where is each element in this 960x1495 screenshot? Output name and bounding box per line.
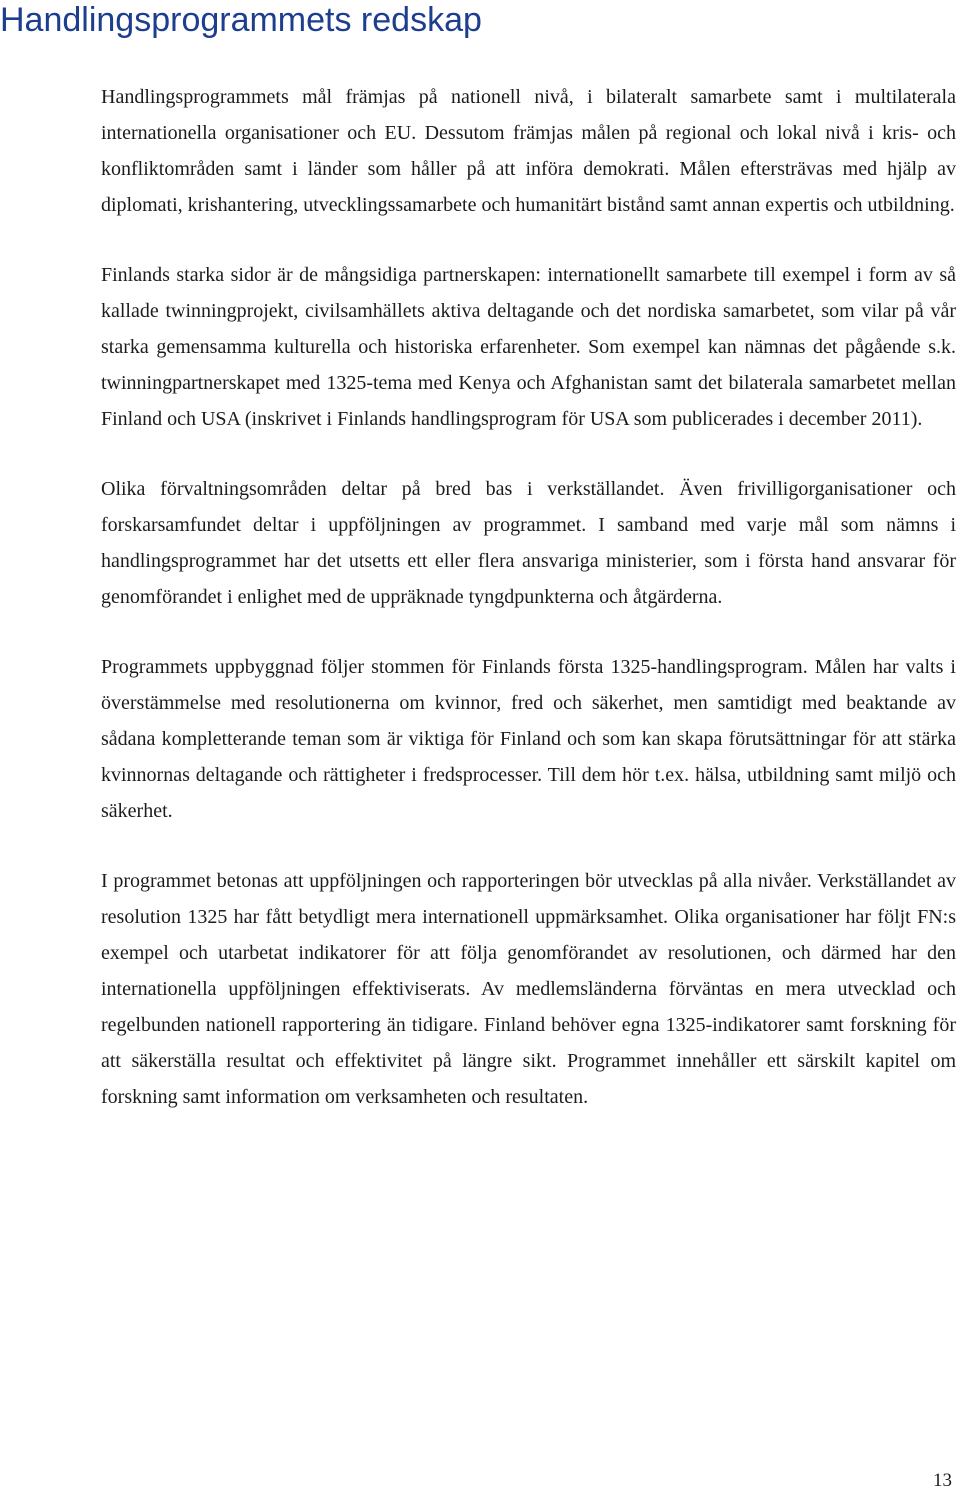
paragraph-1: Handlingsprogrammets mål främjas på nationell nivå, i bilateralt samarbete samt i multilaterala internationella organisationer och EU. Dessutom främjas målen på regional och lokal nivå i kris- och konfliktområden samt i länder som håller på att införa demokrati. Målen eftersträvas med hjälp av diplomati, krishantering, utvecklingssamarbete och humanitärt bistånd samt annan expertis och utbildning. [101, 86, 956, 216]
paragraph-4: Programmets uppbyggnad följer stommen för Finlands första 1325-handlingsprogram. Målen har valts i överstämmelse med resolutionerna om kvinnor, fred och säkerhet, men samtidigt med beaktande av sådana kompletterande teman som är viktiga för Finland och som kan skapa förutsättningar för att stärka kvinnornas deltagande och rättigheter i fredsprocesser. Till dem hör t.ex. hälsa, utbildning samt miljö och säkerhet. [101, 656, 956, 822]
page-number: 13 [933, 1470, 952, 1491]
paragraph-5: I programmet betonas att uppföljningen och rapporteringen bör utvecklas på alla nivåer. Verkställandet av resolution 1325 har fått betydligt mera internationell uppmärksamhet. Olika organisationer har följt FN:s exempel och utarbetat indikatorer för att följa genomförandet av resolutionen, och därmed har den internationella uppföljningen effektiviserats. Av medlemsländerna förväntas en mera utvecklad och regelbunden nationell rapportering än tidigare. Finland behöver egna 1325-indikatorer samt forskning för att säkerställa resultat och effektivitet på längre sikt. Programmet innehåller ett särskilt kapitel om forskning samt information om verksamheten och resultaten. [101, 870, 956, 1108]
paragraph-2: Finlands starka sidor är de mångsidiga partnerskapen: internationellt samarbete till exempel i form av så kallade twinningprojekt, civilsamhällets aktiva deltagande och det nordiska samarbetet, som vilar på vår starka gemensamma kulturella och historiska erfarenheter. Som exempel kan nämnas det pågående s.k. twinningpartnerskapet med 1325-tema med Kenya och Afghanistan samt det bilaterala samarbetet mellan Finland och USA (inskrivet i Finlands handlingsprogram för USA som publicerades i december 2011). [101, 264, 956, 430]
body-text [101, 79, 956, 1115]
paragraph-3: Olika förvaltningsområden deltar på bred bas i verkställandet. Även frivilligorganisationer och forskarsamfundet deltar i uppföljningen av programmet. I samband med varje mål som nämns i handlingsprogrammet har det utsetts ett eller flera ansvariga ministerier, som i första hand ansvarar för genomförandet i enlighet med de uppräknade tyngdpunkterna och åtgärderna. [101, 478, 956, 608]
page-heading: Handlingsprogrammets redskap [0, 1, 482, 39]
